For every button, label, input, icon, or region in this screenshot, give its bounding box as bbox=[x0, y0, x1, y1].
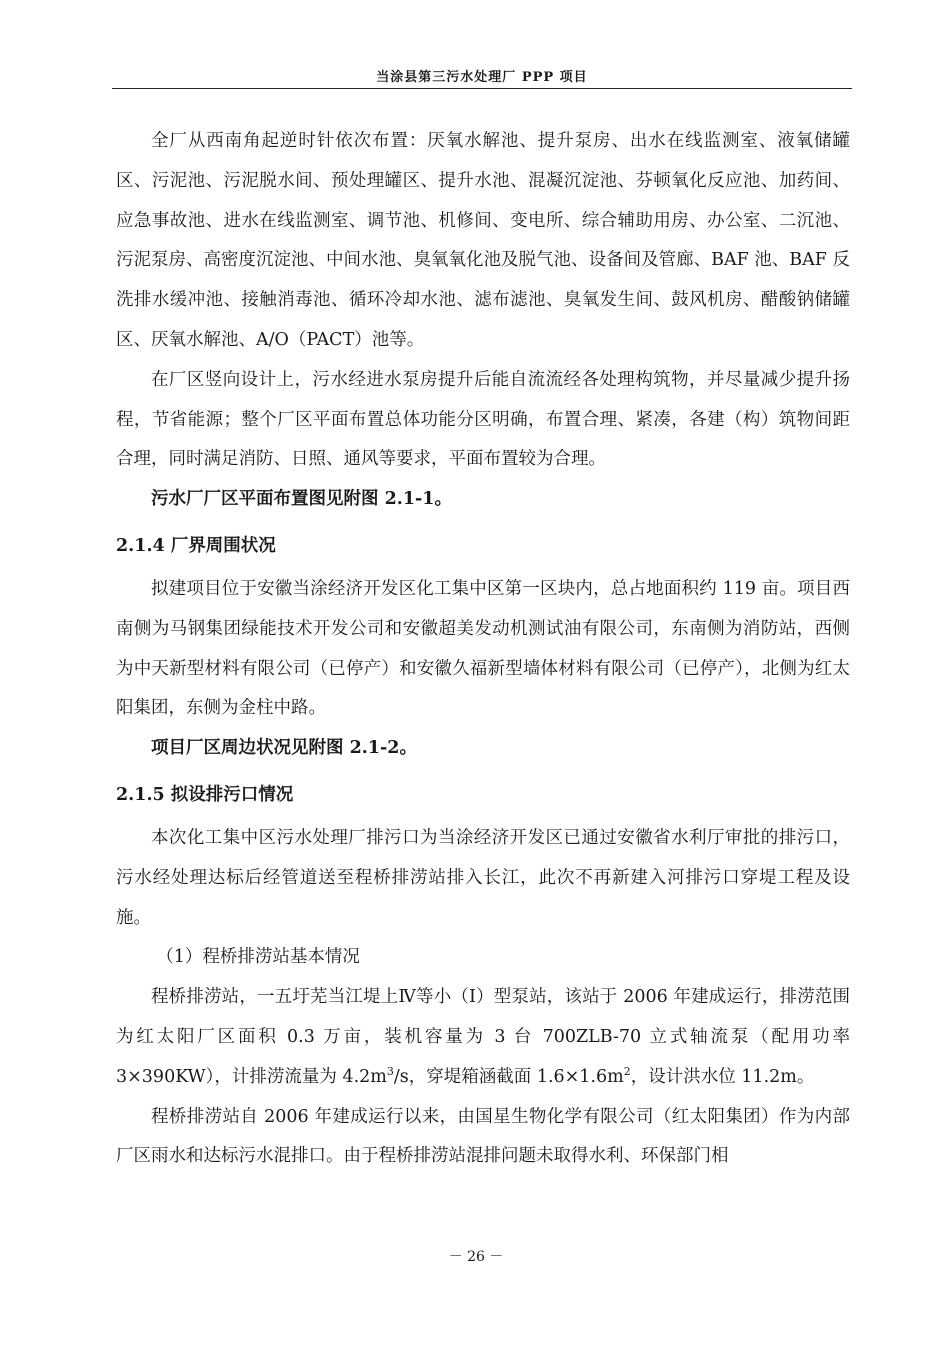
superscript-3: 3 bbox=[386, 1064, 394, 1078]
paragraph-vertical-design: 在厂区竖向设计上，污水经进水泵房提升后能自流流经各处理构筑物，并尽量减少提升扬程，节省能源；整个厂区平面布置总体功能分区明确，布置合理、紧凑，各建（构）筑物间距合理，同时满足消防、日照、通风等要求，平面布置较为合理。 bbox=[116, 369, 850, 470]
header-rule bbox=[112, 88, 852, 89]
paragraph-outfall: 本次化工集中区污水处理厂排污口为当涂经济开发区已通过安徽省水利厅审批的排污口，污水经处理达标后经管道送至程桥排涝站排入长江，此次不再新建入河排污口穿堤工程及设施。 bbox=[116, 827, 850, 928]
figure-reference-1: 污水厂厂区平面布置图见附图 2.1-1。 bbox=[151, 489, 452, 510]
figure-reference-2: 项目厂区周边状况见附图 2.1-2。 bbox=[151, 738, 417, 759]
paragraph-pump-station bbox=[116, 978, 850, 1097]
pump-text-part-1: 程桥排涝站，一五圩芜当江堤上Ⅳ等小（Ⅰ）型泵站，该站于 2006 年建成运行，排涝范围为红太阳厂区面积 0.3 万亩，装机容量为 3 台 700ZLB-70 立式轴流泵（配用功率 3×390KW），计排涝流量为 4.2m bbox=[116, 987, 850, 1087]
paragraph-operation-history: 程桥排涝站自 2006 年建成运行以来，由国星生物化学有限公司（红太阳集团）作为内部厂区雨水和达标污水混排口。由于程桥排涝站混排问题未取得水利、环保部门相 bbox=[116, 1106, 850, 1167]
section-heading-2-1-4: 2.1.4 厂界周围状况 bbox=[116, 535, 276, 556]
running-header: 当涂县第三污水处理厂 PPP 项目 bbox=[376, 70, 588, 85]
section-heading-2-1-5: 2.1.5 拟设排污口情况 bbox=[116, 784, 294, 805]
paragraph-layout-list: 全厂从西南角起逆时针依次布置：厌氧水解池、提升泵房、出水在线监测室、液氧储罐区、污泥池、污泥脱水间、预处理罐区、提升水池、混凝沉淀池、芬顿氧化反应池、加药间、应急事故池、进水在线监测室、调节池、机修间、变电所、综合辅助用房、办公室、二沉池、污泥泵房、高密度沉淀池、中间水池、臭氧氧化池及脱气池、设备间及管廊、BAF 池、BAF 反洗排水缓冲池、接触消毒池、循环冷却水池、滤布滤池、臭氧发生间、鼓风机房、醋酸钠储罐区、厌氧水解池、A/O（PACT）池等。 bbox=[116, 131, 850, 350]
subheading-chengqiao: （1）程桥排涝站基本情况 bbox=[156, 947, 360, 968]
paragraph-site-surroundings: 拟建项目位于安徽当涂经济开发区化工集中区第一区块内，总占地面积约 119 亩。项目西南侧为马钢集团绿能技术开发公司和安徽超美发动机测试油有限公司，东南侧为消防站，西侧为中天新型材料有限公司（已停产）和安徽久福新型墙体材料有限公司（已停产），北侧为红太阳集团，东侧为金柱中路。 bbox=[116, 578, 850, 719]
page-number: － 26 － bbox=[448, 1249, 504, 1265]
superscript-2: 2 bbox=[623, 1064, 631, 1078]
pump-text-part-3: ，设计洪水位 11.2m。 bbox=[630, 1066, 815, 1087]
pump-text-part-2: /s，穿堤箱涵截面 1.6×1.6m bbox=[393, 1066, 624, 1087]
page-body bbox=[116, 122, 850, 1177]
